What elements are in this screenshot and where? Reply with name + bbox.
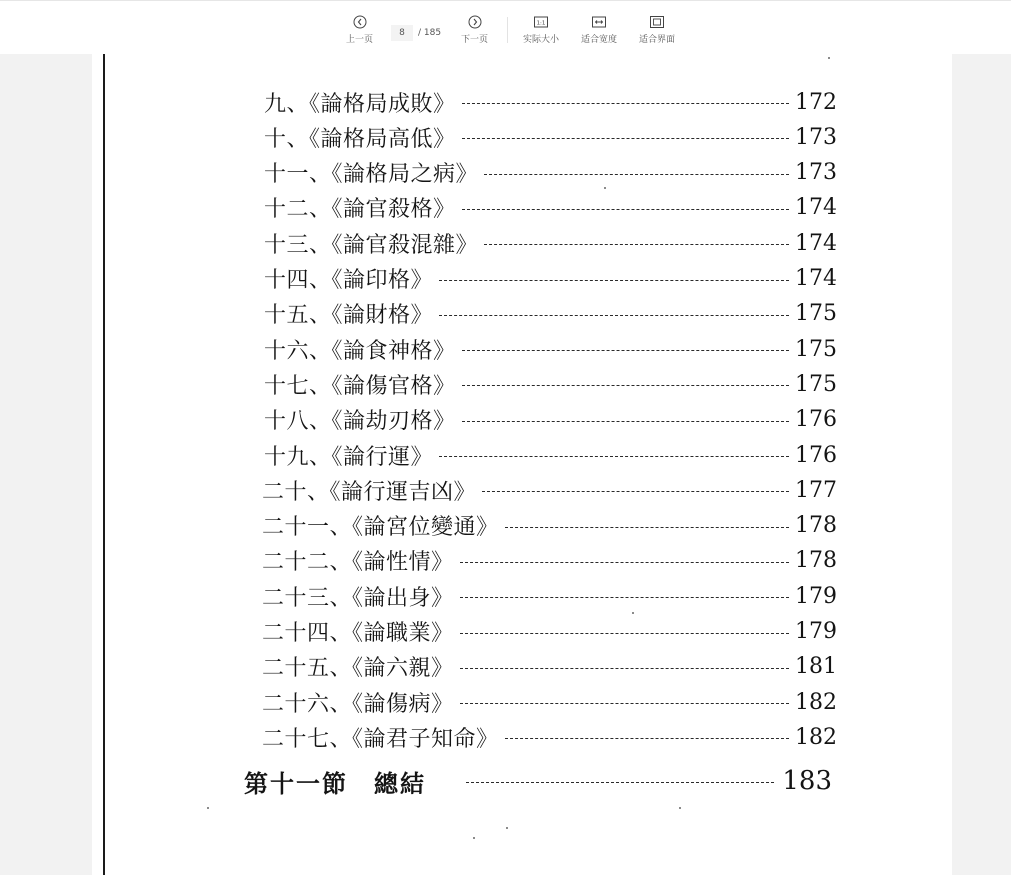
toc-entry — [262, 546, 837, 576]
toc-entry — [264, 122, 837, 152]
page-number-input[interactable] — [391, 25, 413, 41]
toc-entry-title: 二十一、《論宮位變通》 — [262, 515, 499, 541]
toc-final-entry — [244, 766, 832, 796]
toc-leader — [460, 633, 789, 634]
toc-entry-title: 十八、《論劫刃格》 — [264, 409, 456, 435]
toc-entry — [264, 87, 837, 117]
toc-entry-title: 九、《論格局成敗》 — [264, 91, 456, 117]
toc-leader — [462, 209, 789, 210]
toc-entry-page: 177 — [795, 477, 837, 503]
chevron-right-circle-icon — [468, 15, 482, 29]
toc-entry — [262, 475, 837, 505]
prev-page-label: 上一页 — [346, 35, 374, 45]
toc-entry — [264, 405, 837, 435]
toc-entry-title: 二十二、《論性情》 — [262, 550, 454, 576]
toc-entry — [264, 440, 837, 470]
toc-leader — [439, 280, 789, 281]
toc-entry-page: 179 — [795, 619, 837, 644]
toc-entry-page: 173 — [795, 124, 837, 150]
toc-entry-title: 十一、《論格局之病》 — [264, 162, 479, 188]
toc-leader — [462, 385, 789, 386]
fit-width-button[interactable] — [581, 15, 617, 45]
toc-entry-title: 十、《論格局高低》 — [264, 126, 456, 152]
toc-entry-page: 174 — [795, 266, 837, 291]
toc-entry-title: 十七、《論傷官格》 — [264, 373, 456, 399]
svg-text:1:1: 1:1 — [536, 20, 546, 27]
scan-speck — [604, 187, 606, 189]
toc-leader — [505, 527, 789, 528]
toc-entry-page: 175 — [795, 371, 837, 397]
toc-entry-title: 十五、《論財格》 — [264, 303, 434, 329]
toc-entry-page: 178 — [795, 548, 837, 574]
scan-speck — [679, 807, 681, 809]
toc-leader — [484, 244, 789, 245]
toc-entry-page: 172 — [795, 89, 837, 115]
fit-width-label: 适合宽度 — [581, 35, 618, 45]
fit-page-icon — [650, 15, 664, 29]
toc-entry — [262, 687, 837, 717]
toc-entry-page: 174 — [795, 230, 837, 256]
fit-width-icon — [592, 15, 606, 29]
toc-entry — [264, 299, 837, 329]
toc-leader — [484, 174, 789, 175]
scan-speck — [207, 807, 209, 809]
toc-entry — [262, 511, 837, 541]
scan-speck — [506, 827, 508, 829]
next-page-label: 下一页 — [461, 35, 489, 45]
total-pages: / 185 — [418, 28, 442, 38]
toc-entry-page: 173 — [795, 160, 837, 186]
toc-entry-title: 十四、《論印格》 — [264, 268, 434, 293]
toc-entry-page: 176 — [795, 407, 837, 433]
toc-entry-title: 二十四、《論職業》 — [262, 621, 454, 646]
toc-entry-page: 178 — [795, 513, 837, 539]
toc-entry-page: 174 — [795, 195, 837, 221]
fit-page-label: 适合界面 — [639, 35, 676, 45]
toolbar-divider — [507, 17, 508, 43]
actual-size-button[interactable] — [523, 15, 559, 45]
toc-entry-page: 183 — [782, 766, 832, 796]
toc-entry-title: 二十七、《論君子知命》 — [262, 726, 499, 752]
actual-size-label: 实际大小 — [523, 35, 560, 45]
toc-entry — [262, 581, 837, 611]
pdf-toolbar — [0, 0, 1011, 54]
toc-leader — [462, 350, 789, 351]
toc-leader — [482, 491, 789, 492]
toc-entry — [264, 264, 837, 294]
toc-entry — [262, 652, 837, 682]
toc-entry-title: 第十一節 總結 — [244, 768, 426, 798]
scan-speck — [632, 612, 634, 614]
toc-entry-page: 176 — [795, 442, 837, 468]
toc-entry — [264, 334, 837, 364]
page-indicator — [391, 25, 441, 41]
toc-entry — [264, 158, 837, 188]
chevron-left-circle-icon — [353, 15, 367, 29]
prev-page-button[interactable] — [346, 15, 373, 45]
scan-speck — [828, 57, 830, 59]
toc-leader — [439, 315, 789, 316]
toc-leader — [462, 421, 789, 422]
toc-entry-title: 二十五、《論六親》 — [262, 656, 454, 682]
toc-entry-page: 182 — [795, 724, 837, 750]
toc-entry-title: 十三、《論官殺混雜》 — [264, 232, 479, 258]
toc-entry-title: 二十、《論行運吉凶》 — [262, 479, 477, 505]
document-viewer[interactable] — [0, 54, 1011, 875]
scan-speck — [473, 837, 475, 839]
toc-leader — [462, 103, 789, 104]
toc-entry-page: 175 — [795, 301, 837, 327]
toc-entry-title: 十九、《論行運》 — [264, 444, 434, 470]
document-page — [92, 54, 952, 875]
toc-leader — [460, 668, 789, 669]
toc-entry-title: 十六、《論食神格》 — [264, 338, 456, 364]
toc-leader — [462, 138, 789, 139]
toc-leader — [466, 782, 774, 783]
toc-leader — [460, 703, 789, 704]
toc-entry-page: 181 — [795, 654, 837, 680]
fit-page-button[interactable] — [639, 15, 675, 45]
toc-entry-title: 二十六、《論傷病》 — [262, 691, 454, 717]
toc-entry-page: 175 — [795, 336, 837, 362]
toc-entry — [264, 193, 837, 223]
toc-leader — [505, 738, 789, 739]
toc-entry-page: 182 — [795, 689, 837, 715]
toc-entry-page: 179 — [795, 583, 837, 609]
next-page-button[interactable] — [461, 15, 488, 45]
toc-leader — [439, 456, 789, 457]
toc-entry-title: 二十三、《論出身》 — [262, 585, 454, 611]
toc-leader — [460, 562, 789, 563]
toc-entry — [262, 722, 837, 752]
toc-entry — [262, 617, 837, 647]
toc-entry — [264, 228, 837, 258]
page-margin-rule — [103, 54, 105, 875]
actual-size-icon — [534, 15, 548, 29]
toc-entry — [264, 369, 837, 399]
toc-leader — [460, 597, 789, 598]
toc-entry-title: 十二、《論官殺格》 — [264, 197, 456, 223]
